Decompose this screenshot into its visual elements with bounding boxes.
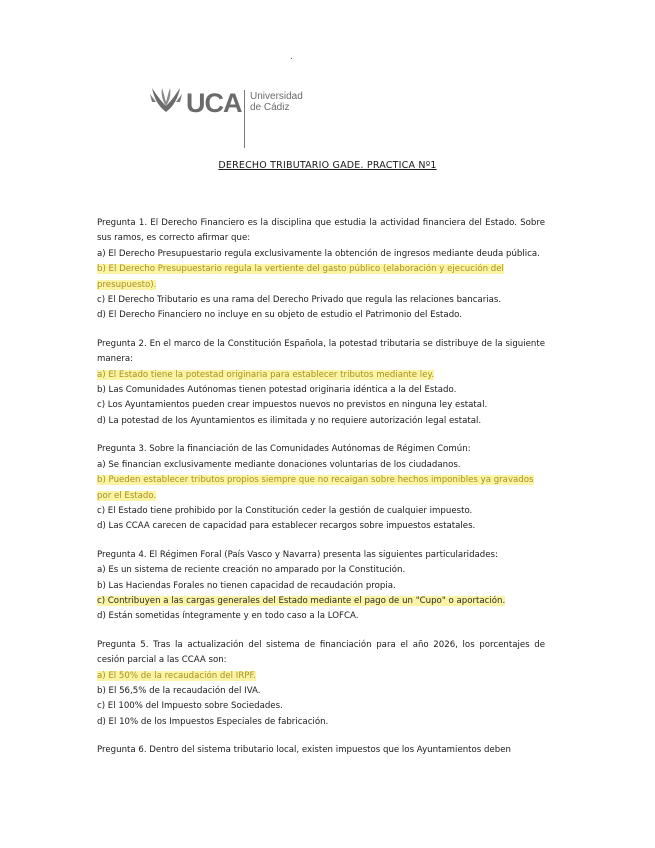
option-c: c) El 100% del Impuesto sobre Sociedades.	[97, 701, 283, 712]
logo-divider	[244, 90, 245, 148]
option-b-continuation: presupuesto).	[97, 279, 157, 290]
option-a-highlighted: a) El Estado tiene la potestad originaria para establecer tributos mediante ley.	[97, 369, 435, 380]
option-d: d) El Derecho Financiero no incluye en su objeto de estudio el Patrimonio del Estado.	[97, 310, 462, 321]
option-d: d) Las CCAA carecen de capacidad para establecer recargos sobre impuestos estatales.	[97, 521, 476, 532]
question-stem: Pregunta 1. El Derecho Financiero es la disciplina que estudia la actividad financiera del Estado. Sobre sus ramos, es correcto afirmar que:	[97, 218, 545, 244]
questions-list	[97, 216, 545, 759]
option-b: b) Las Haciendas Forales no tienen capacidad de recaudación propia.	[97, 580, 396, 591]
question-stem: Pregunta 3. Sobre la financiación de las Comunidades Autónomas de Régimen Común:	[97, 444, 471, 455]
question-2	[97, 337, 545, 429]
option-b: b) Las Comunidades Autónomas tienen potestad originaria idéntica a la del Estado.	[97, 385, 457, 396]
question-stem: Pregunta 5. Tras la actualización del sistema de financiación para el año 2026, los porcentajes de cesión parcial a las CCAA son:	[97, 639, 545, 666]
question-stem: Pregunta 2. En el marco de la Constitución Española, la potestad tributaria se distribuye de la siguiente manera:	[97, 338, 545, 365]
question-6-stem: Pregunta 6. Dentro del sistema tributario local, existen impuestos que los Ayuntamientos deben	[97, 745, 511, 756]
option-d: d) El 10% de los Impuestos Especiales de fabricación.	[97, 716, 329, 727]
option-b-continuation: por el Estado.	[97, 490, 157, 501]
laurel-icon	[148, 84, 184, 114]
option-a: a) Es un sistema de reciente creación no amparado por la Constitución.	[97, 565, 406, 576]
document-title: DERECHO TRIBUTARIO GADE. PRACTICA Nº1	[218, 160, 437, 171]
option-d: d) Están sometidas íntegramente y en todo caso a la LOFCA.	[97, 611, 359, 622]
logo-wordmark: UCA	[186, 88, 242, 118]
option-c: c) El Estado tiene prohibido por la Constitución ceder la gestión de cualquier impuesto.	[97, 505, 473, 516]
option-b-highlighted: b) Pueden establecer tributos propios siempre que no recaigan sobre hechos imponibles ya gravados	[97, 475, 534, 486]
question-1	[97, 216, 545, 324]
university-name-line1: Universidad	[250, 91, 303, 102]
university-logo	[148, 84, 318, 148]
option-c-highlighted: c) Contribuyen a las cargas generales del Estado mediante el pago de un "Cupo" o aportación.	[97, 595, 506, 606]
university-name-line2: de Cádiz	[250, 102, 290, 113]
option-c: c) El Derecho Tributario es una rama del Derecho Privado que regula las relaciones bancarias.	[97, 295, 502, 306]
option-b: b) El 56,5% de la recaudación del IVA.	[97, 685, 261, 696]
option-a-highlighted: a) El 50% de la recaudación del IRPF.	[97, 670, 256, 681]
option-d: d) La potestad de los Ayuntamientos es ilimitada y no requiere autorización legal estatal.	[97, 415, 482, 426]
stray-mark: .	[290, 52, 293, 62]
option-b-highlighted: b) El Derecho Presupuestario regula la vertiente del gasto público (elaboración y ejecución del	[97, 264, 504, 275]
question-3	[97, 442, 545, 534]
option-a: a) El Derecho Presupuestario regula exclusivamente la obtención de ingresos mediante deuda pública.	[97, 248, 540, 259]
question-4	[97, 548, 545, 625]
option-c: c) Los Ayuntamientos pueden crear impuestos nuevos no previstos en ninguna ley estatal.	[97, 400, 488, 411]
option-a: a) Se financian exclusivamente mediante donaciones voluntarias de los ciudadanos.	[97, 459, 461, 470]
question-5	[97, 638, 545, 730]
question-stem: Pregunta 4. El Régimen Foral (País Vasco y Navarra) presenta las siguientes particularidades:	[97, 549, 498, 560]
